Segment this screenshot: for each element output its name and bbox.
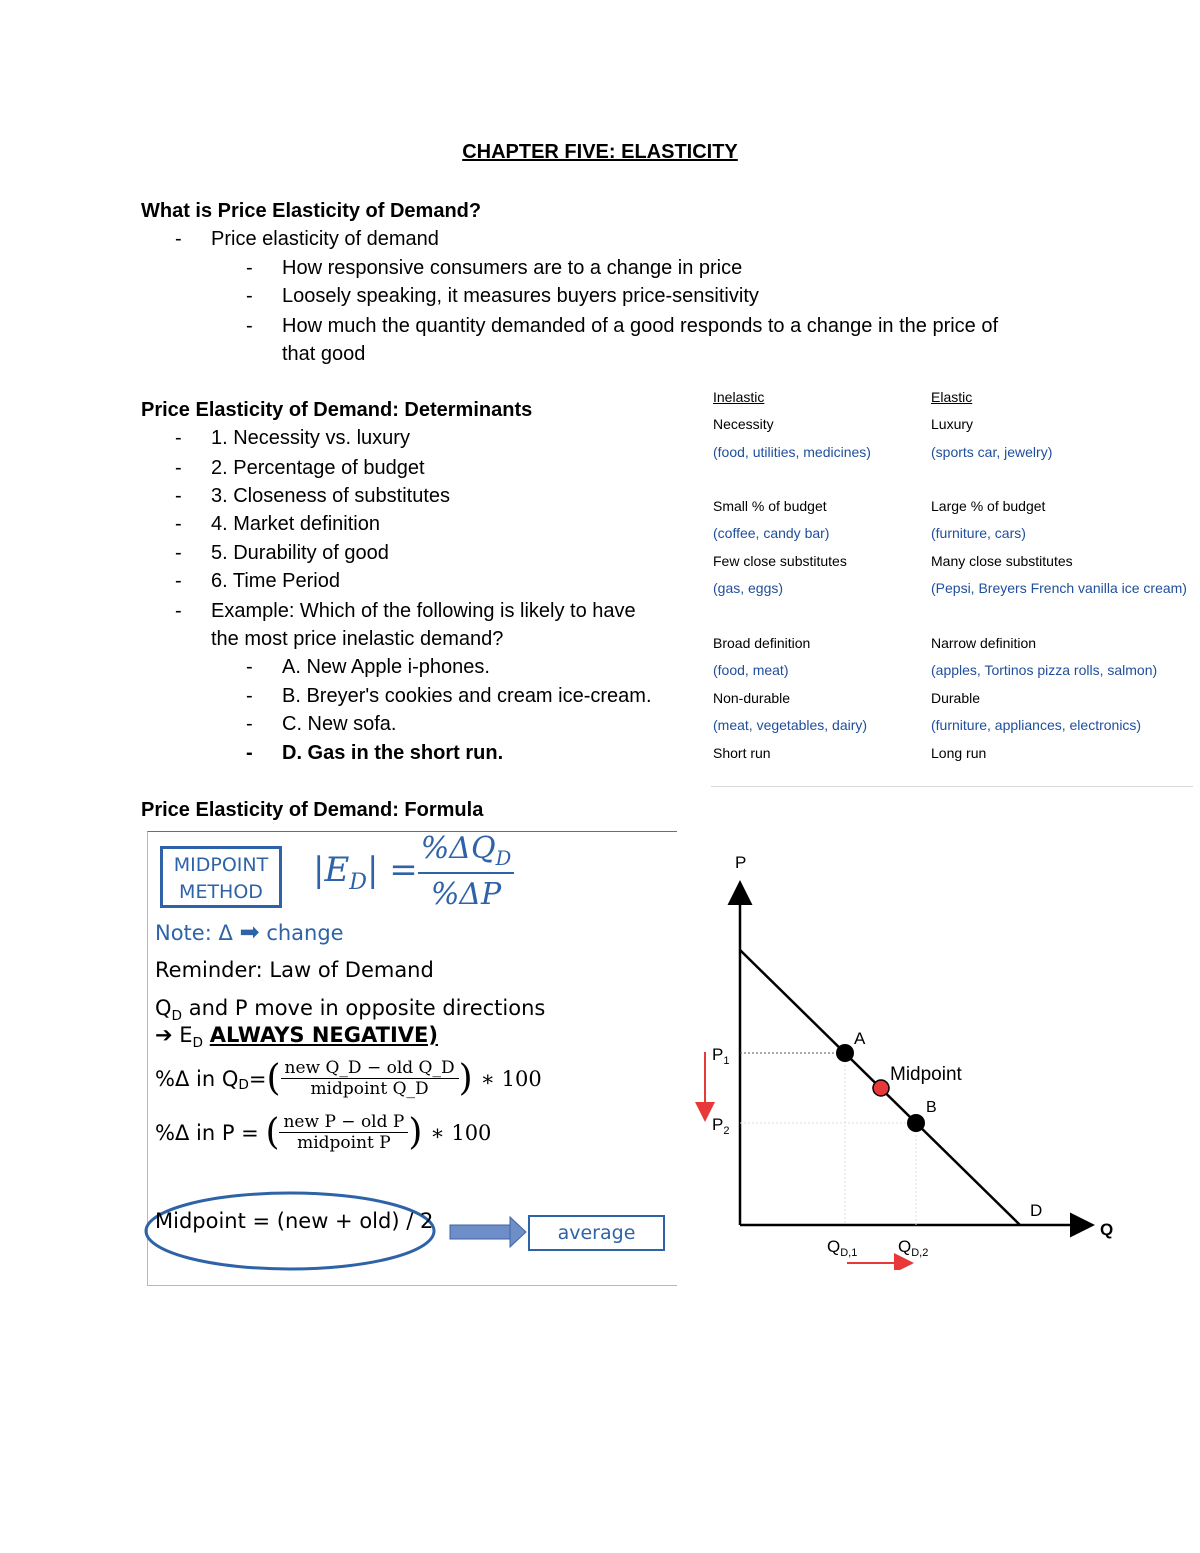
list-item: - 6. Time Period: [175, 570, 340, 592]
list-item-text: How responsive consumers are to a change in price: [282, 257, 743, 279]
table-cell-elastic: (furniture, appliances, electronics): [931, 717, 1142, 733]
label-qd2-text: Q: [898, 1237, 912, 1256]
label-qd1-text: Q: [827, 1237, 841, 1256]
note-prefix: Note: Δ: [155, 921, 233, 945]
q-lhs-subscript: D: [238, 1076, 249, 1093]
arrow-body: [450, 1225, 510, 1239]
list-item: - 3. Closeness of substitutes: [175, 485, 451, 507]
label-p2-sub: 2: [723, 1125, 730, 1137]
list-item-text: 2. Percentage of budget: [211, 457, 425, 479]
table-cell-elastic: Narrow definition: [931, 635, 1037, 651]
table-cell-inelastic: Necessity: [713, 416, 774, 432]
option-item: - B. Breyer's cookies and cream ice-cream.: [246, 685, 652, 707]
qd-subscript: D: [171, 1008, 183, 1025]
option-text: A. New Apple i-phones.: [282, 656, 490, 678]
list-item: - 1. Necessity vs. luxury: [175, 427, 410, 449]
table-cell-inelastic: Few close substitutes: [713, 553, 847, 569]
label-p1-text: P: [712, 1045, 724, 1064]
elasticity-bar: | =: [367, 850, 418, 890]
times-hundred: ∗ 100: [480, 1066, 542, 1091]
label-p2-text: P: [712, 1115, 724, 1134]
list-item: - 4. Market definition: [175, 513, 380, 535]
paren-open: (: [265, 1112, 280, 1153]
list-item-text: 6. Time Period: [211, 570, 340, 592]
list-item: - How responsive consumers are to a change in price: [246, 257, 743, 279]
list-item-continuation: the most price inelastic demand?: [211, 628, 504, 650]
list-item: - How much the quantity demanded of a good responds to a change in the price of: [246, 315, 999, 337]
arrow-right-icon: ➔ E: [155, 1023, 193, 1047]
price-fraction: [279, 1112, 408, 1153]
table-cell-elastic: (sports car, jewelry): [931, 444, 1053, 460]
label-point-a: A: [854, 1029, 866, 1048]
average-box: average: [528, 1215, 665, 1251]
label-qd2-sub: D,2: [911, 1247, 929, 1259]
elasticity-subscript: D: [349, 868, 367, 895]
table-cell-elastic: Luxury: [931, 416, 974, 432]
axis-label-p: P: [735, 853, 747, 872]
table-header-inelastic: Inelastic: [713, 389, 765, 405]
reminder-line: Reminder: Law of Demand: [155, 958, 434, 982]
quantity-fraction: [281, 1058, 459, 1099]
list-item-text: Price elasticity of demand: [211, 228, 439, 250]
option-text: C. New sofa.: [282, 713, 397, 735]
paren-open: (: [266, 1058, 281, 1099]
table-cell-inelastic: Non-durable: [713, 690, 791, 706]
negative-line: [155, 1023, 438, 1051]
label-p2: [712, 1115, 729, 1137]
table-cell-elastic: Large % of budget: [931, 498, 1046, 514]
elasticity-lhs: [313, 850, 418, 895]
table-cell-inelastic: (coffee, candy bar): [713, 525, 830, 541]
point-a: [836, 1044, 854, 1062]
list-item-text: Loosely speaking, it measures buyers price-sensitivity: [282, 285, 759, 307]
list-item-text: 1. Necessity vs. luxury: [211, 427, 410, 449]
section-heading-determinants: Price Elasticity of Demand: Determinants: [141, 399, 533, 421]
table-cell-inelastic: (meat, vegetables, dairy): [713, 717, 868, 733]
table-divider: [711, 786, 1193, 787]
label-p1: [712, 1045, 729, 1067]
arrow-right-icon: [510, 1217, 526, 1247]
q-lhs: %Δ in Q: [155, 1066, 239, 1091]
fraction-bar: [418, 872, 514, 874]
table-cell-elastic: Long run: [931, 745, 987, 761]
label-qd1-sub: D,1: [840, 1247, 858, 1259]
paren-close: ): [458, 1058, 473, 1099]
p-lhs: %Δ in P =: [155, 1120, 266, 1145]
label-midpoint: Midpoint: [890, 1064, 962, 1085]
table-cell-inelastic: Small % of budget: [713, 498, 827, 514]
elasticity-symbol: |E: [313, 850, 350, 890]
table-cell-inelastic: (food, utilities, medicines): [713, 444, 871, 460]
method-line: METHOD: [179, 881, 263, 903]
midpoint-method-box: [160, 846, 282, 908]
midpoint-dot: [873, 1080, 889, 1096]
table-cell-inelastic: Short run: [713, 745, 771, 761]
list-item: - Price elasticity of demand: [175, 228, 439, 250]
arrow-right-icon: ➡: [239, 918, 260, 946]
label-demand: D: [1030, 1201, 1043, 1220]
qd-symbol: Q: [155, 996, 172, 1020]
label-qd2: [898, 1237, 928, 1259]
paren-close: ): [408, 1112, 423, 1153]
percent-change-price: [155, 1112, 491, 1153]
quantity-denominator: midpoint Q_D: [310, 1079, 429, 1099]
quantity-numerator: new Q_D − old Q_D: [281, 1058, 459, 1079]
axis-label-q: Q: [1100, 1220, 1114, 1239]
option-item: - C. New sofa.: [246, 713, 397, 735]
list-item: - 5. Durability of good: [175, 542, 389, 564]
table-cell-elastic: (apples, Tortinos pizza rolls, salmon): [931, 662, 1158, 678]
neg-subscript: D: [192, 1035, 204, 1052]
percent-change-quantity: [155, 1058, 542, 1099]
option-text: D. Gas in the short run.: [282, 742, 504, 764]
label-p1-sub: 1: [723, 1055, 730, 1067]
elasticity-numerator: [418, 831, 514, 870]
table-cell-inelastic: (gas, eggs): [713, 580, 784, 596]
list-item: - Loosely speaking, it measures buyers price-sensitivity: [246, 285, 759, 307]
list-item-continuation: that good: [282, 343, 366, 365]
option-item: - A. New Apple i-phones.: [246, 656, 490, 678]
option-item-answer: - D. Gas in the short run.: [246, 742, 504, 764]
list-item-text: How much the quantity demanded of a good responds to a change in the price of: [282, 315, 999, 337]
numerator-text: %ΔQ: [420, 831, 496, 866]
table-cell-elastic: Many close substitutes: [931, 553, 1073, 569]
demand-graph: [690, 840, 1130, 1270]
label-point-b: B: [926, 1099, 937, 1116]
elasticity-denominator: %ΔP: [430, 877, 502, 912]
option-text: B. Breyer's cookies and cream ice-cream.: [282, 685, 652, 707]
price-numerator: new P − old P: [279, 1112, 408, 1133]
list-item-text: 5. Durability of good: [211, 542, 389, 564]
list-item-text: Example: Which of the following is likely to have: [211, 600, 636, 622]
table-cell-elastic: Durable: [931, 690, 981, 706]
method-line: MIDPOINT: [173, 854, 269, 876]
section-heading-definition: What is Price Elasticity of Demand?: [141, 200, 482, 222]
list-item-text: 4. Market definition: [211, 513, 380, 535]
label-qd1: [827, 1237, 857, 1259]
list-item: - Example: Which of the following is likely to have: [175, 600, 636, 622]
point-b: [907, 1114, 925, 1132]
midpoint-definition: Midpoint = (new + old) / 2: [155, 1209, 434, 1233]
law-of-demand-line: [155, 996, 545, 1024]
table-cell-inelastic: (food, meat): [713, 662, 789, 678]
numerator-subscript: D: [495, 847, 512, 870]
table-header-elastic: Elastic: [931, 389, 973, 405]
times-hundred: ∗ 100: [430, 1120, 492, 1145]
list-item: - 2. Percentage of budget: [175, 457, 425, 479]
section-heading-formula: Price Elasticity of Demand: Formula: [141, 799, 484, 821]
table-cell-inelastic: Broad definition: [713, 635, 811, 651]
table-cell-elastic: (Pepsi, Breyers French vanilla ice cream): [931, 580, 1187, 596]
table-cell-elastic: (furniture, cars): [931, 525, 1026, 541]
price-denominator: midpoint P: [297, 1133, 391, 1153]
page-title: CHAPTER FIVE: ELASTICITY: [462, 141, 738, 163]
note-line: [155, 918, 344, 946]
negative-text: ALWAYS NEGATIVE): [209, 1023, 438, 1047]
law-text: and P move in opposite directions: [182, 996, 546, 1020]
note-word: change: [266, 921, 344, 945]
list-item-text: 3. Closeness of substitutes: [211, 485, 451, 507]
equals-sign: =: [248, 1066, 267, 1091]
